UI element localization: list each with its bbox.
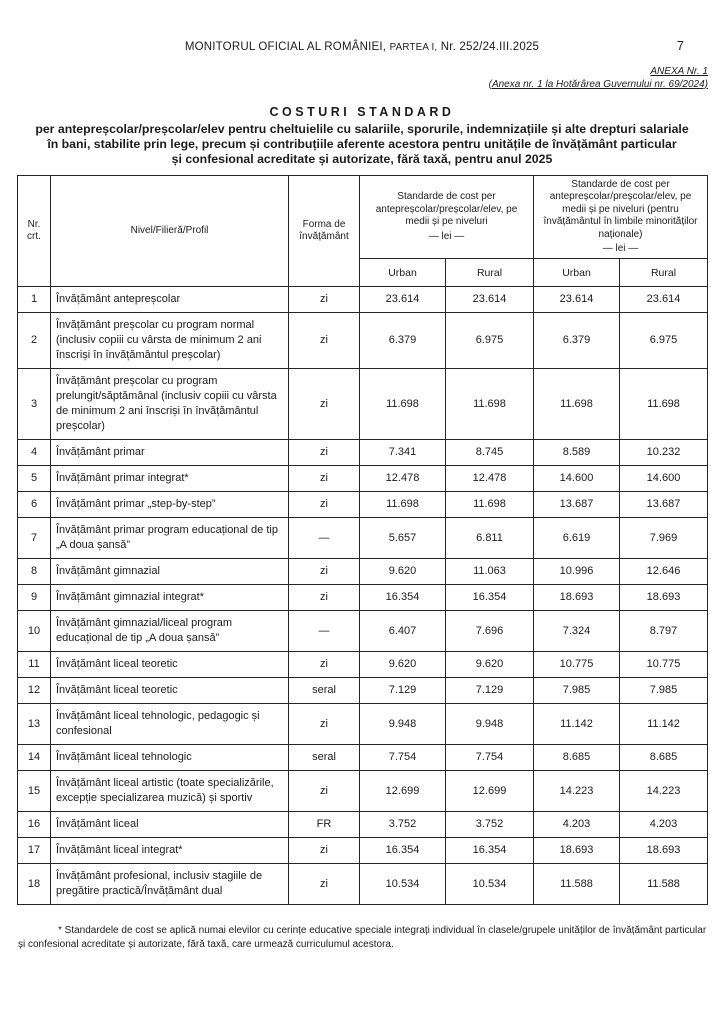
cost-urban: 3.752 [360, 812, 446, 838]
row-number: 9 [18, 585, 51, 611]
table-row [18, 369, 708, 440]
education-form: zi [289, 771, 360, 812]
cost-minority-rural: 10.232 [620, 440, 708, 466]
header-nr: Nr. crt. [18, 176, 51, 287]
table-row [18, 812, 708, 838]
cost-urban: 6.379 [360, 313, 446, 369]
cost-rural: 6.811 [446, 518, 534, 559]
header-urban: Urban [534, 259, 620, 287]
table-row [18, 771, 708, 812]
row-number: 16 [18, 812, 51, 838]
cost-rural: 9.948 [446, 704, 534, 745]
header-education-form: Forma de învățământ [289, 176, 360, 287]
cost-minority-rural: 6.975 [620, 313, 708, 369]
cost-rural: 7.696 [446, 611, 534, 652]
cost-minority-urban: 8.589 [534, 440, 620, 466]
table-row [18, 704, 708, 745]
header-group-standard [360, 176, 534, 259]
row-number: 4 [18, 440, 51, 466]
education-form: zi [289, 440, 360, 466]
education-form: zi [289, 585, 360, 611]
cost-urban: 9.620 [360, 652, 446, 678]
cost-rural: 9.620 [446, 652, 534, 678]
subtitle-line: în bani, stabilite prin lege, precum și contribuțiile aferente acestora pentru unitățile de învățământ particular [47, 137, 677, 151]
cost-urban: 10.534 [360, 864, 446, 905]
level-profile: Învățământ profesional, inclusiv stagiile de pregătire practică/Învățământ dual [51, 864, 289, 905]
cost-minority-rural: 23.614 [620, 287, 708, 313]
cost-urban: 12.478 [360, 466, 446, 492]
table-row [18, 287, 708, 313]
cost-minority-rural: 14.223 [620, 771, 708, 812]
cost-minority-urban: 11.142 [534, 704, 620, 745]
level-profile: Învățământ primar „step-by-step” [51, 492, 289, 518]
cost-minority-rural: 18.693 [620, 838, 708, 864]
education-form: FR [289, 812, 360, 838]
level-profile: Învățământ primar program educațional de tip „A doua șansă” [51, 518, 289, 559]
cost-minority-rural: 18.693 [620, 585, 708, 611]
education-form: zi [289, 466, 360, 492]
table-row [18, 585, 708, 611]
level-profile: Învățământ liceal tehnologic, pedagogic și confesional [51, 704, 289, 745]
level-profile: Învățământ gimnazial [51, 559, 289, 585]
education-form: zi [289, 704, 360, 745]
cost-minority-urban: 7.324 [534, 611, 620, 652]
cost-table [17, 175, 708, 905]
row-number: 13 [18, 704, 51, 745]
cost-rural: 10.534 [446, 864, 534, 905]
table-header-row [18, 176, 708, 259]
cost-urban: 7.754 [360, 745, 446, 771]
cost-urban: 7.341 [360, 440, 446, 466]
table-row [18, 611, 708, 652]
cost-urban: 23.614 [360, 287, 446, 313]
row-number: 11 [18, 652, 51, 678]
page-number: 7 [676, 39, 684, 53]
annex-reference [0, 66, 708, 91]
cost-minority-rural: 10.775 [620, 652, 708, 678]
row-number: 2 [18, 313, 51, 369]
cost-minority-rural: 7.969 [620, 518, 708, 559]
cost-minority-rural: 8.797 [620, 611, 708, 652]
cost-urban: 11.698 [360, 492, 446, 518]
education-form: seral [289, 678, 360, 704]
cost-minority-urban: 7.985 [534, 678, 620, 704]
row-number: 14 [18, 745, 51, 771]
cost-urban: 12.699 [360, 771, 446, 812]
row-number: 8 [18, 559, 51, 585]
row-number: 10 [18, 611, 51, 652]
gazette-issue: Nr. 252/24.III.2025 [440, 41, 540, 53]
cost-rural: 11.063 [446, 559, 534, 585]
row-number: 12 [18, 678, 51, 704]
level-profile: Învățământ liceal tehnologic [51, 745, 289, 771]
cost-minority-urban: 13.687 [534, 492, 620, 518]
table-row [18, 440, 708, 466]
header-urban: Urban [360, 259, 446, 287]
cost-rural: 12.699 [446, 771, 534, 812]
cost-minority-urban: 6.379 [534, 313, 620, 369]
group-minority-label: Standarde de cost per antepreșcolar/preșcolar/elev, pe medii și pe niveluri (pentru învățământul în limbile minorităților naționale) [543, 178, 698, 240]
row-number: 1 [18, 287, 51, 313]
gazette-title: MONITORUL OFICIAL AL ROMÂNIEI, [184, 41, 387, 53]
level-profile: Învățământ primar integrat* [51, 466, 289, 492]
education-form: zi [289, 287, 360, 313]
subtitle-line: per antepreșcolar/preșcolar/elev pentru cheltuielile cu salariile, sporurile, indemnizațiile și alte drepturi salariale [35, 122, 689, 136]
table-row [18, 745, 708, 771]
level-profile: Învățământ antepreșcolar [51, 287, 289, 313]
education-form: zi [289, 313, 360, 369]
cost-minority-urban: 14.223 [534, 771, 620, 812]
education-form: seral [289, 745, 360, 771]
education-form: zi [289, 838, 360, 864]
cost-minority-rural: 4.203 [620, 812, 708, 838]
level-profile: Învățământ primar [51, 440, 289, 466]
level-profile: Învățământ liceal [51, 812, 289, 838]
cost-minority-urban: 8.685 [534, 745, 620, 771]
cost-minority-urban: 23.614 [534, 287, 620, 313]
cost-minority-urban: 4.203 [534, 812, 620, 838]
education-form: zi [289, 652, 360, 678]
header-rural: Rural [620, 259, 708, 287]
cost-urban: 16.354 [360, 585, 446, 611]
footnote: * Standardele de cost se aplică numai elevilor cu cerințe educative speciale integrați individual în clasele/grupele unităților de învățământ particular și confesional acreditate și autorizate, fără taxă, care urmează curriculumul acestora. [18, 925, 707, 950]
cost-rural: 7.129 [446, 678, 534, 704]
cost-minority-urban: 18.693 [534, 585, 620, 611]
cost-rural: 6.975 [446, 313, 534, 369]
education-form: — [289, 518, 360, 559]
table-row [18, 678, 708, 704]
level-profile: Învățământ liceal artistic (toate specializările, excepție specializarea muzică) și sportiv [51, 771, 289, 812]
cost-minority-rural: 8.685 [620, 745, 708, 771]
lei-unit-label: — lei — [428, 230, 465, 242]
table-row [18, 559, 708, 585]
level-profile: Învățământ liceal teoretic [51, 652, 289, 678]
row-number: 3 [18, 369, 51, 440]
lei-unit-label: — lei — [602, 243, 639, 254]
level-profile: Învățământ liceal teoretic [51, 678, 289, 704]
document-subtitle [0, 122, 724, 167]
header-rural: Rural [446, 259, 534, 287]
education-form: zi [289, 864, 360, 905]
cost-minority-urban: 14.600 [534, 466, 620, 492]
level-profile: Învățământ liceal integrat* [51, 838, 289, 864]
cost-urban: 6.407 [360, 611, 446, 652]
cost-rural: 3.752 [446, 812, 534, 838]
header-level-profile: Nivel/Filieră/Profil [51, 176, 289, 287]
cost-minority-urban: 11.698 [534, 369, 620, 440]
group-standard-label: Standarde de cost per antepreșcolar/preșcolar/elev, pe medii și pe niveluri [375, 191, 518, 227]
education-form: zi [289, 492, 360, 518]
level-profile: Învățământ gimnazial/liceal program educațional de tip „A doua șansă” [51, 611, 289, 652]
cost-minority-rural: 7.985 [620, 678, 708, 704]
cost-minority-urban: 6.619 [534, 518, 620, 559]
header-group-minority [534, 176, 708, 259]
cost-minority-rural: 13.687 [620, 492, 708, 518]
level-profile: Învățământ gimnazial integrat* [51, 585, 289, 611]
table-row [18, 652, 708, 678]
cost-rural: 11.698 [446, 492, 534, 518]
row-number: 17 [18, 838, 51, 864]
cost-rural: 23.614 [446, 287, 534, 313]
cost-minority-rural: 12.646 [620, 559, 708, 585]
cost-minority-rural: 11.588 [620, 864, 708, 905]
table-row [18, 313, 708, 369]
cost-minority-urban: 11.588 [534, 864, 620, 905]
education-form: zi [289, 559, 360, 585]
cost-minority-rural: 11.142 [620, 704, 708, 745]
row-number: 15 [18, 771, 51, 812]
cost-minority-rural: 11.698 [620, 369, 708, 440]
cost-rural: 8.745 [446, 440, 534, 466]
level-profile: Învățământ preșcolar cu program prelungit/săptămânal (inclusiv copiii cu vârsta de minimum 2 ani înscriși în învățământul preșcolar) [51, 369, 289, 440]
masthead [0, 0, 724, 53]
table-row [18, 838, 708, 864]
document-title: COSTURI STANDARD [269, 105, 455, 119]
row-number: 5 [18, 466, 51, 492]
cost-urban: 7.129 [360, 678, 446, 704]
cost-urban: 11.698 [360, 369, 446, 440]
table-row [18, 492, 708, 518]
table-row [18, 466, 708, 492]
cost-urban: 16.354 [360, 838, 446, 864]
cost-rural: 11.698 [446, 369, 534, 440]
table-row [18, 864, 708, 905]
cost-minority-urban: 10.775 [534, 652, 620, 678]
annex-source: (Anexa nr. 1 la Hotărârea Guvernului nr. 69/2024) [488, 78, 708, 90]
education-form: zi [289, 369, 360, 440]
table-body [18, 287, 708, 905]
education-form: — [289, 611, 360, 652]
cost-urban: 9.620 [360, 559, 446, 585]
level-profile: Învățământ preșcolar cu program normal (inclusiv copiii cu vârsta de minimum 2 ani înscriși în învățământul preșcolar) [51, 313, 289, 369]
cost-urban: 9.948 [360, 704, 446, 745]
cost-urban: 5.657 [360, 518, 446, 559]
cost-minority-rural: 14.600 [620, 466, 708, 492]
cost-rural: 16.354 [446, 585, 534, 611]
cost-rural: 16.354 [446, 838, 534, 864]
gazette-part: PARTEA I, [389, 42, 438, 53]
cost-minority-urban: 10.996 [534, 559, 620, 585]
cost-rural: 12.478 [446, 466, 534, 492]
row-number: 18 [18, 864, 51, 905]
table-row [18, 518, 708, 559]
annex-number: ANEXA Nr. 1 [650, 66, 708, 77]
row-number: 7 [18, 518, 51, 559]
subtitle-line: și confesional acreditate și autorizate, fără taxă, pentru anul 2025 [171, 152, 553, 166]
cost-rural: 7.754 [446, 745, 534, 771]
cost-minority-urban: 18.693 [534, 838, 620, 864]
row-number: 6 [18, 492, 51, 518]
